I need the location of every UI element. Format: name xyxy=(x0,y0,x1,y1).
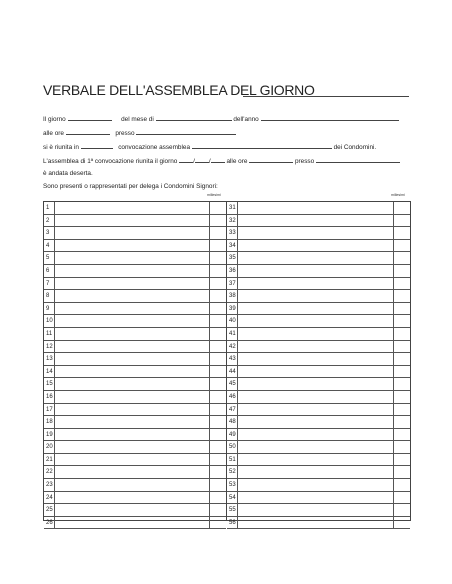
table-row xyxy=(227,353,410,366)
millesimi-cell[interactable] xyxy=(393,404,410,416)
millesimi-cell[interactable] xyxy=(209,290,226,302)
millesimi-cell[interactable] xyxy=(209,378,226,390)
field-ore-2[interactable] xyxy=(249,156,293,163)
condomino-name-cell[interactable] xyxy=(238,366,394,378)
row-number: 35 xyxy=(227,252,238,264)
condomino-name-cell[interactable] xyxy=(238,378,394,390)
row-number: 43 xyxy=(227,353,238,365)
form-line-convocation xyxy=(43,142,376,151)
table-row xyxy=(227,492,410,505)
millesimi-cell[interactable] xyxy=(209,328,226,340)
table-row xyxy=(227,303,410,316)
field-tipo-assemblea[interactable] xyxy=(192,142,332,149)
table-row xyxy=(227,391,410,404)
table-row xyxy=(44,303,226,316)
condomino-name-cell[interactable] xyxy=(55,215,210,227)
field-ore[interactable] xyxy=(66,128,110,135)
millesimi-cell[interactable] xyxy=(209,215,226,227)
condomino-name-cell[interactable] xyxy=(55,240,210,252)
millesimi-cell[interactable] xyxy=(393,328,410,340)
condomino-name-cell[interactable] xyxy=(55,479,210,491)
row-number: 15 xyxy=(44,378,55,390)
row-number: 25 xyxy=(44,504,55,516)
table-row xyxy=(44,278,226,291)
millesimi-cell[interactable] xyxy=(209,504,226,516)
table-row xyxy=(44,315,226,328)
condomino-name-cell[interactable] xyxy=(55,366,210,378)
row-number: 54 xyxy=(227,492,238,504)
row-number: 22 xyxy=(44,466,55,478)
row-number: 37 xyxy=(227,278,238,290)
row-number: 17 xyxy=(44,404,55,416)
table-row xyxy=(44,441,226,454)
table-row xyxy=(44,341,226,354)
table-row xyxy=(44,353,226,366)
condomino-name-cell[interactable] xyxy=(55,303,210,315)
millesimi-cell[interactable] xyxy=(393,441,410,453)
label-giorno: Il giorno xyxy=(43,116,66,123)
condomino-name-cell[interactable] xyxy=(238,290,394,302)
table-row xyxy=(44,492,226,505)
table-row xyxy=(44,404,226,417)
table-row xyxy=(227,517,410,530)
table-row xyxy=(227,479,410,492)
millesimi-cell[interactable] xyxy=(393,202,410,214)
table-row xyxy=(227,227,410,240)
label-riunita: si è riunita in xyxy=(43,144,79,151)
millesimi-cell[interactable] xyxy=(393,290,410,302)
table-row xyxy=(44,252,226,265)
table-row xyxy=(44,265,226,278)
condomino-name-cell[interactable] xyxy=(238,252,394,264)
millesimi-cell[interactable] xyxy=(393,353,410,365)
label-presso-2: presso xyxy=(294,158,315,165)
condomino-name-cell[interactable] xyxy=(55,252,210,264)
condomino-name-cell[interactable] xyxy=(238,240,394,252)
millesimi-cell[interactable] xyxy=(209,416,226,428)
millesimi-cell[interactable] xyxy=(393,492,410,504)
title-date-line[interactable] xyxy=(243,96,409,97)
condomino-name-cell[interactable] xyxy=(55,315,210,327)
millesimi-cell[interactable] xyxy=(393,429,410,441)
label-first-convocation: L'assemblea di 1ª convocazione riunita il giorno xyxy=(43,158,178,165)
condomino-name-cell[interactable] xyxy=(238,353,394,365)
millesimi-cell[interactable] xyxy=(209,240,226,252)
millesimi-cell[interactable] xyxy=(209,441,226,453)
table-row xyxy=(227,416,410,429)
table-row xyxy=(227,378,410,391)
condomino-name-cell[interactable] xyxy=(238,278,394,290)
row-number: 8 xyxy=(44,290,55,302)
millesimi-cell[interactable] xyxy=(209,391,226,403)
condomino-name-cell[interactable] xyxy=(238,328,394,340)
row-number: 12 xyxy=(44,341,55,353)
condomino-name-cell[interactable] xyxy=(55,454,210,466)
condomino-name-cell[interactable] xyxy=(238,504,394,516)
row-number: 31 xyxy=(227,202,238,214)
condomino-name-cell[interactable] xyxy=(238,404,394,416)
table-row xyxy=(44,378,226,391)
millesimi-cell[interactable] xyxy=(393,378,410,390)
row-number: 53 xyxy=(227,479,238,491)
millesimi-cell[interactable] xyxy=(209,479,226,491)
condomino-name-cell[interactable] xyxy=(55,290,210,302)
millesimi-cell[interactable] xyxy=(209,315,226,327)
condomino-name-cell[interactable] xyxy=(238,227,394,239)
table-row xyxy=(227,504,410,517)
row-number: 24 xyxy=(44,492,55,504)
millesimi-cell[interactable] xyxy=(209,517,226,529)
row-number: 11 xyxy=(44,328,55,340)
condomino-name-cell[interactable] xyxy=(238,492,394,504)
attendees-table-left xyxy=(43,201,227,526)
millesimi-cell[interactable] xyxy=(209,278,226,290)
condomino-name-cell[interactable] xyxy=(55,416,210,428)
millesimi-cell[interactable] xyxy=(393,466,410,478)
condomino-name-cell[interactable] xyxy=(238,215,394,227)
field-month[interactable] xyxy=(195,156,209,163)
table-row xyxy=(44,429,226,442)
row-number: 51 xyxy=(227,454,238,466)
condomino-name-cell[interactable] xyxy=(238,429,394,441)
condomino-name-cell[interactable] xyxy=(238,517,394,529)
condomino-name-cell[interactable] xyxy=(55,504,210,516)
millesimi-cell[interactable] xyxy=(209,341,226,353)
row-number: 5 xyxy=(44,252,55,264)
row-number: 6 xyxy=(44,265,55,277)
table-row xyxy=(44,328,226,341)
row-number: 18 xyxy=(44,416,55,428)
row-number: 10 xyxy=(44,315,55,327)
label-mese: del mese di xyxy=(121,116,154,123)
table-row xyxy=(227,252,410,265)
table-row xyxy=(44,202,226,215)
millesimi-cell[interactable] xyxy=(209,202,226,214)
millesimi-cell[interactable] xyxy=(209,454,226,466)
table-row xyxy=(227,240,410,253)
millesimi-cell[interactable] xyxy=(393,517,410,529)
table-row xyxy=(44,227,226,240)
table-row xyxy=(44,391,226,404)
condomino-name-cell[interactable] xyxy=(55,429,210,441)
row-number: 3 xyxy=(44,227,55,239)
label-anno: dell'anno xyxy=(233,116,259,123)
row-number: 9 xyxy=(44,303,55,315)
row-number: 32 xyxy=(227,215,238,227)
condomino-name-cell[interactable] xyxy=(55,391,210,403)
millesimi-cell[interactable] xyxy=(209,492,226,504)
condomino-name-cell[interactable] xyxy=(238,441,394,453)
condomino-name-cell[interactable] xyxy=(238,466,394,478)
row-number: 49 xyxy=(227,429,238,441)
condomino-name-cell[interactable] xyxy=(55,378,210,390)
row-number: 13 xyxy=(44,353,55,365)
row-number: 23 xyxy=(44,479,55,491)
millesimi-cell[interactable] xyxy=(209,466,226,478)
millesimi-cell[interactable] xyxy=(393,215,410,227)
millesimi-cell[interactable] xyxy=(209,303,226,315)
condomino-name-cell[interactable] xyxy=(55,328,210,340)
millesimi-cell[interactable] xyxy=(393,366,410,378)
millesimi-cell[interactable] xyxy=(393,227,410,239)
condomino-name-cell[interactable] xyxy=(238,479,394,491)
row-number: 7 xyxy=(44,278,55,290)
row-number: 44 xyxy=(227,366,238,378)
date-separator: / xyxy=(208,158,211,165)
form-line-time xyxy=(43,128,236,137)
condomino-name-cell[interactable] xyxy=(238,265,394,277)
row-number: 47 xyxy=(227,404,238,416)
millesimi-cell[interactable] xyxy=(209,366,226,378)
millesimi-cell[interactable] xyxy=(209,353,226,365)
row-number: 19 xyxy=(44,429,55,441)
label-ore: alle ore xyxy=(43,130,64,137)
millesimi-cell[interactable] xyxy=(393,303,410,315)
table-row xyxy=(227,341,410,354)
row-number: 52 xyxy=(227,466,238,478)
table-row xyxy=(44,366,226,379)
table-row xyxy=(227,328,410,341)
table-row xyxy=(227,315,410,328)
condomino-name-cell[interactable] xyxy=(238,315,394,327)
row-number: 39 xyxy=(227,303,238,315)
millesimi-cell[interactable] xyxy=(393,341,410,353)
row-number: 26 xyxy=(44,517,55,529)
row-number: 45 xyxy=(227,378,238,390)
row-number: 36 xyxy=(227,265,238,277)
row-number: 46 xyxy=(227,391,238,403)
label-condomini: dei Condomini. xyxy=(333,144,377,151)
field-anno[interactable] xyxy=(261,114,399,121)
millesimi-cell[interactable] xyxy=(393,240,410,252)
deserted-note: è andata deserta. xyxy=(43,170,93,177)
row-number: 2 xyxy=(44,215,55,227)
millesimi-cell[interactable] xyxy=(209,404,226,416)
row-number: 21 xyxy=(44,454,55,466)
field-day[interactable] xyxy=(179,156,193,163)
condomino-name-cell[interactable] xyxy=(55,404,210,416)
millesimi-cell[interactable] xyxy=(393,391,410,403)
attendees-table-right xyxy=(226,201,411,526)
field-presso[interactable] xyxy=(136,128,236,135)
millesimi-cell[interactable] xyxy=(393,416,410,428)
table-row xyxy=(227,265,410,278)
table-row xyxy=(44,479,226,492)
field-mese[interactable] xyxy=(156,114,232,121)
condomino-name-cell[interactable] xyxy=(55,227,210,239)
condomino-name-cell[interactable] xyxy=(238,454,394,466)
table-row xyxy=(227,454,410,467)
millesimi-cell[interactable] xyxy=(393,479,410,491)
millesimi-cell[interactable] xyxy=(393,315,410,327)
table-row xyxy=(227,466,410,479)
table-row xyxy=(44,290,226,303)
condomino-name-cell[interactable] xyxy=(238,341,394,353)
millesimi-cell[interactable] xyxy=(209,265,226,277)
table-row xyxy=(227,215,410,228)
table-row xyxy=(44,416,226,429)
row-number: 40 xyxy=(227,315,238,327)
date-separator: / xyxy=(193,158,195,165)
row-number: 34 xyxy=(227,240,238,252)
table-row xyxy=(44,454,226,467)
row-number: 38 xyxy=(227,290,238,302)
millesimi-cell[interactable] xyxy=(393,504,410,516)
field-presso-2[interactable] xyxy=(316,156,400,163)
label-presso: presso xyxy=(115,130,135,137)
table-row xyxy=(227,441,410,454)
present-note: Sono presenti o rappresentati per delega i Condomini Signori: xyxy=(43,183,218,190)
condomino-name-cell[interactable] xyxy=(238,391,394,403)
page-title: VERBALE DELL'ASSEMBLEA DEL GIORNO xyxy=(43,82,315,98)
millesimi-cell[interactable] xyxy=(393,265,410,277)
row-number: 16 xyxy=(44,391,55,403)
millesimi-header-left: millesimi xyxy=(207,193,221,197)
table-row xyxy=(227,202,410,215)
row-number: 41 xyxy=(227,328,238,340)
row-number: 48 xyxy=(227,416,238,428)
condomino-name-cell[interactable] xyxy=(55,492,210,504)
millesimi-cell[interactable] xyxy=(209,227,226,239)
field-giorno[interactable] xyxy=(68,114,112,121)
table-row xyxy=(44,215,226,228)
condomino-name-cell[interactable] xyxy=(238,416,394,428)
millesimi-cell[interactable] xyxy=(393,252,410,264)
condomino-name-cell[interactable] xyxy=(238,202,394,214)
label-ore-2: alle ore xyxy=(226,158,248,165)
condomino-name-cell[interactable] xyxy=(55,466,210,478)
table-row xyxy=(227,366,410,379)
table-row xyxy=(44,466,226,479)
table-row xyxy=(44,504,226,517)
table-row xyxy=(44,517,226,530)
table-row xyxy=(227,278,410,291)
millesimi-cell[interactable] xyxy=(393,454,410,466)
condomino-name-cell[interactable] xyxy=(55,441,210,453)
condomino-name-cell[interactable] xyxy=(55,278,210,290)
row-number: 56 xyxy=(227,517,238,529)
table-row xyxy=(227,404,410,417)
table-row xyxy=(227,429,410,442)
row-number: 14 xyxy=(44,366,55,378)
field-convocazione-n[interactable] xyxy=(81,142,113,149)
field-year[interactable] xyxy=(208,156,225,165)
condomino-name-cell[interactable] xyxy=(55,353,210,365)
millesimi-header-right: millesimi xyxy=(391,193,405,197)
row-number: 33 xyxy=(227,227,238,239)
condomino-name-cell[interactable] xyxy=(55,341,210,353)
condomino-name-cell[interactable] xyxy=(55,202,210,214)
row-number: 50 xyxy=(227,441,238,453)
millesimi-cell[interactable] xyxy=(393,278,410,290)
row-number: 1 xyxy=(44,202,55,214)
form-line-first-convocation xyxy=(43,156,400,165)
millesimi-cell[interactable] xyxy=(209,252,226,264)
table-row xyxy=(227,290,410,303)
form-line-date xyxy=(43,114,399,123)
row-number: 55 xyxy=(227,504,238,516)
row-number: 42 xyxy=(227,341,238,353)
table-row xyxy=(44,240,226,253)
label-convocazione: convocazione assemblea xyxy=(118,144,190,151)
row-number: 20 xyxy=(44,441,55,453)
millesimi-cell[interactable] xyxy=(209,429,226,441)
condomino-name-cell[interactable] xyxy=(55,265,210,277)
row-number: 4 xyxy=(44,240,55,252)
condomino-name-cell[interactable] xyxy=(238,303,394,315)
condomino-name-cell[interactable] xyxy=(55,517,210,529)
